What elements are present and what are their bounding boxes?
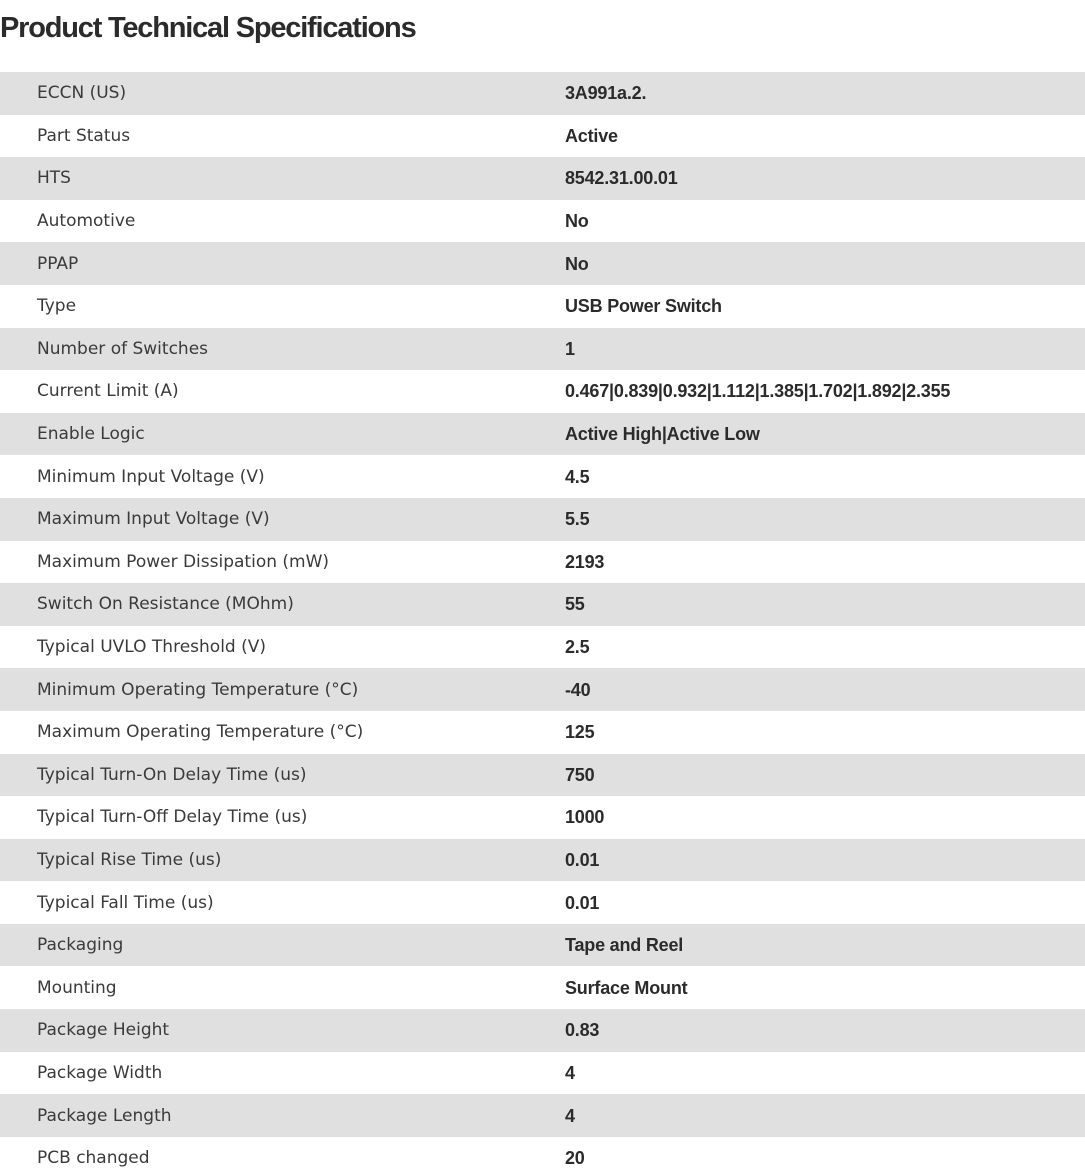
spec-value: 125 <box>565 722 595 743</box>
spec-value: Active <box>565 125 618 146</box>
spec-label: Minimum Input Voltage (V) <box>37 466 265 487</box>
spec-row <box>0 583 1085 626</box>
spec-value: -40 <box>565 679 591 700</box>
spec-label: Typical Fall Time (us) <box>37 892 214 913</box>
spec-label: Package Length <box>37 1105 172 1126</box>
spec-row <box>0 328 1085 371</box>
page-title: Product Technical Specifications <box>0 12 416 44</box>
spec-label: Switch On Resistance (MOhm) <box>37 594 294 615</box>
spec-label: Typical Rise Time (us) <box>37 849 222 870</box>
spec-value: 20 <box>565 1148 585 1169</box>
spec-label: Package Width <box>37 1062 163 1083</box>
specifications-table <box>0 72 1085 1174</box>
spec-label: Type <box>37 296 77 317</box>
spec-label: HTS <box>37 168 71 189</box>
spec-value: 8542.31.00.01 <box>565 168 678 189</box>
spec-row <box>0 881 1085 924</box>
spec-row <box>0 711 1085 754</box>
spec-label: Current Limit (A) <box>37 381 179 402</box>
spec-value: 2.5 <box>565 637 590 658</box>
spec-label: PPAP <box>37 253 79 274</box>
spec-row <box>0 1052 1085 1095</box>
spec-row <box>0 370 1085 413</box>
spec-row <box>0 285 1085 328</box>
spec-value: 750 <box>565 764 595 785</box>
spec-value: 2193 <box>565 551 605 572</box>
spec-label: Maximum Operating Temperature (°C) <box>37 722 364 743</box>
spec-value: 0.83 <box>565 1020 600 1041</box>
spec-value: 0.467|0.839|0.932|1.112|1.385|1.702|1.892|2.355 <box>565 381 951 402</box>
spec-row <box>0 498 1085 541</box>
spec-label: Minimum Operating Temperature (°C) <box>37 679 359 700</box>
spec-row <box>0 966 1085 1009</box>
spec-value: 4 <box>565 1062 575 1083</box>
spec-label: Maximum Input Voltage (V) <box>37 509 270 530</box>
spec-row <box>0 413 1085 456</box>
spec-row <box>0 200 1085 243</box>
spec-value: 1000 <box>565 807 605 828</box>
spec-row <box>0 115 1085 158</box>
spec-row <box>0 668 1085 711</box>
spec-value: No <box>565 211 589 232</box>
spec-row <box>0 839 1085 882</box>
spec-label: Part Status <box>37 125 131 146</box>
spec-value: USB Power Switch <box>565 296 722 317</box>
spec-value: Active High|Active Low <box>565 424 760 445</box>
spec-label: Enable Logic <box>37 424 145 445</box>
specifications-table-body <box>0 72 1085 1174</box>
spec-value: 55 <box>565 594 585 615</box>
spec-value: 4 <box>565 1105 575 1126</box>
spec-label: Packaging <box>37 935 124 956</box>
spec-label: Typical Turn-On Delay Time (us) <box>37 764 307 785</box>
spec-row <box>0 1094 1085 1137</box>
spec-row <box>0 541 1085 584</box>
spec-value: 3A991a.2. <box>565 83 647 104</box>
spec-row <box>0 626 1085 669</box>
spec-value: 4.5 <box>565 466 590 487</box>
spec-label: ECCN (US) <box>37 83 127 104</box>
spec-row <box>0 1137 1085 1174</box>
spec-label: Maximum Power Dissipation (mW) <box>37 551 330 572</box>
spec-value: Surface Mount <box>565 977 688 998</box>
spec-value: 5.5 <box>565 509 590 530</box>
spec-row <box>0 796 1085 839</box>
spec-label: PCB changed <box>37 1148 150 1169</box>
spec-label: Number of Switches <box>37 338 209 359</box>
spec-value: Tape and Reel <box>565 935 684 956</box>
spec-row <box>0 157 1085 200</box>
spec-row <box>0 924 1085 967</box>
spec-value: 1 <box>565 338 575 359</box>
spec-label: Automotive <box>37 211 136 232</box>
spec-value: No <box>565 253 589 274</box>
spec-label: Package Height <box>37 1020 170 1041</box>
spec-row <box>0 72 1085 115</box>
spec-row <box>0 242 1085 285</box>
spec-value: 0.01 <box>565 892 600 913</box>
spec-label: Mounting <box>37 977 117 998</box>
spec-row <box>0 1009 1085 1052</box>
spec-row <box>0 455 1085 498</box>
spec-label: Typical UVLO Threshold (V) <box>37 637 267 658</box>
spec-label: Typical Turn-Off Delay Time (us) <box>37 807 308 828</box>
spec-row <box>0 754 1085 797</box>
spec-value: 0.01 <box>565 849 600 870</box>
